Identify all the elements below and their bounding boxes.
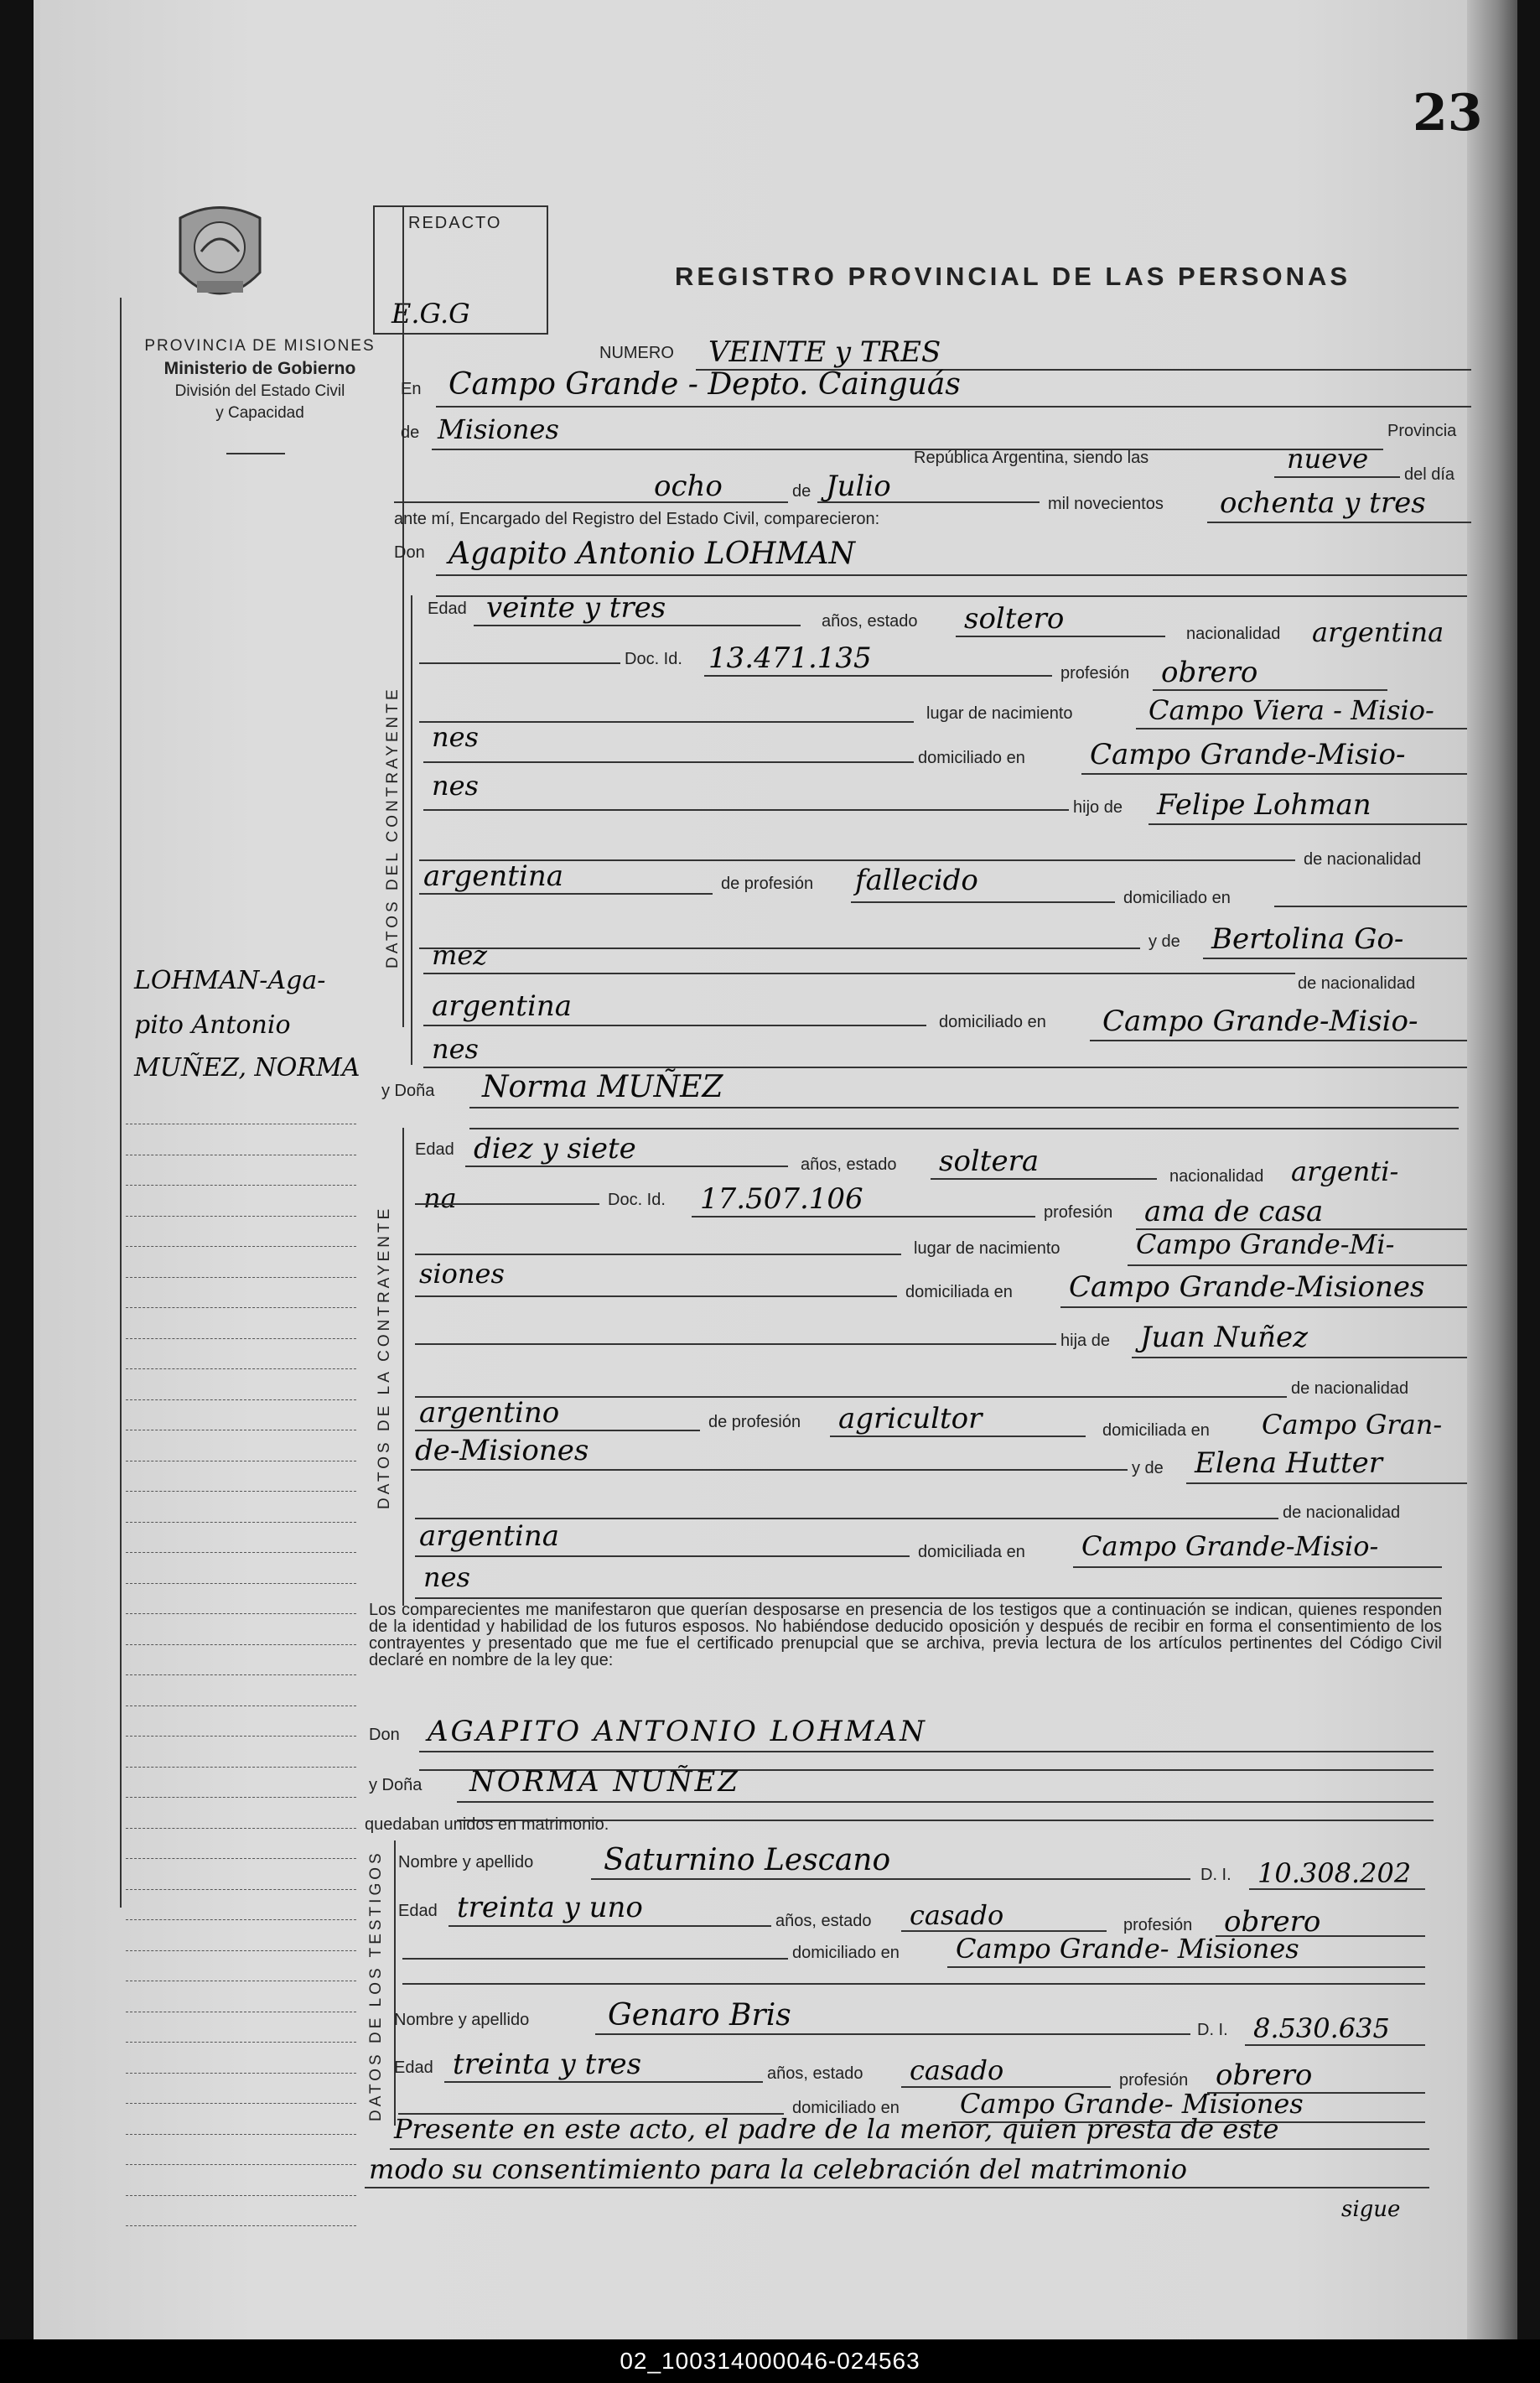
- f-profesion-label: profesión: [1044, 1203, 1113, 1222]
- rule: [469, 1107, 1459, 1108]
- margin-ruled-line: [126, 1613, 356, 1614]
- t2-estado-value: casado: [910, 2054, 1004, 2086]
- nota-line-1: Presente en este acto, el padre de la menor, quien presta de este: [394, 2113, 1279, 2145]
- nacionalidad-value: argentina: [1312, 616, 1444, 648]
- f-padre-prof-value: agricultor: [838, 1402, 983, 1436]
- rule: [415, 1295, 897, 1297]
- margin-ruled-line: [126, 1767, 356, 1768]
- t1-anos-estado-label: años, estado: [775, 1912, 872, 1930]
- t1-nombre-label: Nombre y apellido: [398, 1853, 534, 1872]
- rule: [415, 1555, 910, 1557]
- rule: [1090, 1040, 1467, 1041]
- margin-note-line-3: MUÑEZ, NORMA: [134, 1053, 360, 1082]
- dia-value: ocho: [654, 470, 723, 503]
- f-nacionalidad-label: nacionalidad: [1169, 1167, 1264, 1186]
- t2-dom-value: Campo Grande- Misiones: [960, 2088, 1304, 2120]
- rule: [423, 1025, 926, 1026]
- t2-domiciliado-label: domiciliado en: [792, 2099, 900, 2117]
- f-nac-value-2: na: [423, 1182, 457, 1214]
- rule: [1245, 2044, 1425, 2046]
- t1-estado-value: casado: [910, 1899, 1004, 1931]
- margin-ruled-line: [126, 2225, 356, 2226]
- rule: [436, 406, 1471, 408]
- margin-ruled-line: [126, 1307, 356, 1308]
- margin-note-line-1: LOHMAN-Aga-: [134, 966, 326, 995]
- t2-nombre-value: Genaro Bris: [608, 1998, 791, 2033]
- rule: [1149, 823, 1467, 825]
- domicilio-value-1: Campo Grande-Misio-: [1090, 738, 1406, 771]
- t1-dom-value: Campo Grande- Misiones: [956, 1933, 1299, 1965]
- lugar-nac-value-2: nes: [432, 721, 479, 753]
- f-y-de-label: y de: [1132, 1459, 1164, 1477]
- margin-ruled-line: [126, 1797, 356, 1798]
- f-lugar-value-1: Campo Grande-Mi-: [1136, 1228, 1395, 1260]
- rule: [704, 675, 1052, 677]
- margin-ruled-line: [126, 1889, 356, 1890]
- margin-ruled-line: [126, 1552, 356, 1553]
- f-doc-value: 17.507.106: [700, 1182, 863, 1216]
- provincia-label: Provincia: [1387, 422, 1457, 440]
- f-de-nacionalidad-label-1: de nacionalidad: [1291, 1379, 1409, 1398]
- rule: [1249, 1888, 1425, 1890]
- f-madre-nac-value: argentina: [419, 1519, 560, 1553]
- dona-value: Norma MUÑEZ: [482, 1070, 723, 1104]
- mil-novecientos-label: mil novecientos: [1048, 495, 1164, 513]
- rule: [851, 901, 1115, 903]
- del-dia-label: del día: [1404, 465, 1455, 484]
- rule: [1274, 906, 1467, 907]
- t2-edad-label: Edad: [394, 2059, 433, 2077]
- rule: [449, 1925, 771, 1927]
- datos-contrayente-label: DATOS DEL CONTRAYENTE: [384, 686, 402, 968]
- domiciliado-label-2: domiciliado en: [1123, 889, 1231, 907]
- de-nacionalidad-label-1: de nacionalidad: [1304, 850, 1422, 869]
- t2-di-label: D. I.: [1197, 2021, 1228, 2039]
- nacionalidad-label: nacionalidad: [1186, 625, 1281, 643]
- f-edad-label: Edad: [415, 1140, 454, 1159]
- rule: [411, 1469, 1128, 1471]
- sigue-note: sigue: [1341, 2197, 1401, 2222]
- rule: [423, 1067, 1467, 1068]
- rule: [444, 2081, 763, 2083]
- decl-dona-label: y Doña: [369, 1776, 423, 1794]
- rule: [415, 1343, 1056, 1345]
- madre-dom-value-1: Campo Grande-Misio-: [1102, 1005, 1418, 1038]
- rule: [817, 501, 1040, 503]
- lugar-nac-value-1: Campo Viera - Misio-: [1149, 694, 1434, 726]
- mes-value: Julio: [826, 470, 891, 503]
- rule: [390, 2148, 1429, 2150]
- profesion-label: profesión: [1060, 664, 1130, 683]
- de-label: de: [401, 423, 420, 442]
- t1-di-value: 10.308.202: [1257, 1857, 1412, 1889]
- hija-de-label: hija de: [1060, 1332, 1110, 1350]
- rule: [469, 1128, 1459, 1129]
- margin-ruled-line: [126, 2073, 356, 2074]
- de-nacionalidad-label-2: de nacionalidad: [1298, 974, 1416, 993]
- f-doc-label: Doc. Id.: [608, 1191, 666, 1209]
- margin-ruled-line: [126, 1368, 356, 1369]
- margin-ruled-line: [126, 2195, 356, 2196]
- domiciliado-label: domiciliado en: [918, 749, 1025, 767]
- rule: [411, 595, 412, 1065]
- rule: [1136, 728, 1467, 729]
- don-value: Agapito Antonio LOHMAN: [449, 537, 855, 571]
- rule: [465, 1166, 788, 1167]
- t2-nombre-label: Nombre y apellido: [394, 2011, 530, 2029]
- rule: [436, 574, 1467, 576]
- rule: [1203, 958, 1467, 959]
- madre-nac-value: argentina: [432, 989, 573, 1023]
- de-mes-label: de: [792, 482, 811, 501]
- capacity-label: y Capacidad: [215, 404, 304, 422]
- t2-prof-value: obrero: [1216, 2059, 1313, 2092]
- provincial-crest-icon: [172, 201, 268, 314]
- rule: [474, 625, 801, 626]
- province-label: PROVINCIA DE MISIONES: [144, 337, 376, 355]
- margin-ruled-line: [126, 1828, 356, 1829]
- t1-nombre-value: Saturnino Lescano: [604, 1843, 891, 1877]
- rule: [423, 809, 1069, 811]
- rule: [415, 1430, 700, 1431]
- rule: [415, 1203, 599, 1205]
- f-edad-value: diez y siete: [474, 1132, 636, 1166]
- margin-ruled-line: [126, 2042, 356, 2043]
- f-padre-dom-value-1: Campo Gran-: [1262, 1409, 1443, 1441]
- ministry-label: Ministerio de Gobierno: [163, 359, 356, 378]
- ante-mi-label: ante mí, Encargado del Registro del Estado Civil, comparecieron:: [394, 510, 880, 528]
- f-lugar-nac-label: lugar de nacimiento: [914, 1239, 1060, 1258]
- f-lugar-value-2: siones: [419, 1258, 505, 1290]
- t1-profesion-label: profesión: [1123, 1916, 1193, 1934]
- f-madre-dom-value-2: nes: [423, 1561, 470, 1593]
- margin-ruled-line: [126, 1246, 356, 1247]
- rule: [956, 636, 1165, 637]
- hijo-de-label: hijo de: [1073, 798, 1123, 817]
- rule: [415, 1597, 1442, 1599]
- margin-ruled-line: [126, 1522, 356, 1523]
- page-number: 23: [1413, 84, 1483, 143]
- don-label: Don: [394, 543, 425, 562]
- rule: [830, 1436, 1086, 1437]
- f-domiciliada-label-2: domiciliada en: [1102, 1421, 1210, 1440]
- t2-edad-value: treinta y tres: [453, 2048, 642, 2081]
- decl-dona-value: NORMA NUÑEZ: [469, 1765, 740, 1799]
- f-padre-value: Juan Nuñez: [1140, 1321, 1309, 1354]
- f-madre-value: Elena Hutter: [1195, 1446, 1383, 1480]
- t1-domiciliado-label: domiciliado en: [792, 1944, 900, 1962]
- margin-ruled-line: [126, 2134, 356, 2135]
- numero-value: VEINTE y TRES: [708, 335, 941, 369]
- redacto-label: REDACTO: [408, 214, 502, 232]
- rule: [1274, 476, 1400, 478]
- doc-value: 13.471.135: [708, 641, 872, 675]
- rule: [423, 761, 914, 763]
- t2-di-value: 8.530.635: [1253, 2012, 1390, 2044]
- doc-id-label: Doc. Id.: [625, 650, 682, 668]
- domicilio-value-2: nes: [432, 770, 479, 802]
- margin-ruled-line: [126, 1919, 356, 1920]
- margin-ruled-line: [126, 1277, 356, 1278]
- rule: [591, 1878, 1190, 1880]
- rule: [419, 893, 713, 895]
- margin-ruled-line: [126, 1216, 356, 1217]
- padre-nac-value: argentina: [423, 859, 564, 893]
- provincia-value: Misiones: [438, 413, 559, 445]
- rule: [419, 947, 1140, 949]
- f-domiciliada-label: domiciliada en: [905, 1283, 1013, 1301]
- profesion-value: obrero: [1161, 656, 1258, 689]
- rule: [1207, 522, 1471, 523]
- rule: [423, 973, 1295, 974]
- form-rule: [402, 205, 404, 1027]
- f-anos-estado-label: años, estado: [801, 1155, 897, 1174]
- rule: [457, 1801, 1434, 1803]
- datos-contrayente-f-label: DATOS DE LA CONTRAYENTE: [376, 1205, 393, 1509]
- madre-dom-value-2: nes: [432, 1033, 479, 1065]
- margin-ruled-line: [126, 1491, 356, 1492]
- rule: [419, 1751, 1434, 1752]
- datos-testigos-label: DATOS DE LOS TESTIGOS: [367, 1850, 385, 2121]
- f-estado-value: soltera: [939, 1145, 1040, 1178]
- en-label: En: [401, 380, 422, 398]
- padre-prof-value: fallecido: [855, 864, 978, 897]
- estado-value: soltero: [964, 602, 1065, 636]
- rule: [1186, 1482, 1467, 1484]
- rule: [402, 1958, 788, 1960]
- redacto-box: [373, 205, 548, 335]
- rule: [1081, 773, 1467, 775]
- f-padre-nac-value: argentino: [419, 1396, 560, 1430]
- de-profesion-label-1: de profesión: [721, 875, 814, 893]
- madre-value-2: mez: [432, 939, 488, 971]
- decl-don-value: AGAPITO ANTONIO LOHMAN: [428, 1715, 927, 1748]
- rule: [419, 662, 620, 664]
- declaration-paragraph: Los comparecientes me manifestaron que querían desposarse en presencia de los testigos que a continuación se indican, quienes responden de la identidad y habilidad de los futuros esposos. No habiéndose deducido oposición y después de recibir en forma el consentimiento de los contrayentes y presentado que me fue el certificado prenupcial que se archiva, previa lectura de los artículos pertinentes del Código Civil declaré en nombre de la ley que:: [369, 1601, 1442, 1669]
- lugar-value: Campo Grande - Depto. Cainguás: [449, 367, 961, 402]
- rule: [901, 1930, 1107, 1932]
- f-padre-dom-value-2: de-Misiones: [415, 1434, 589, 1467]
- rule: [1073, 1566, 1442, 1568]
- divider: [226, 453, 285, 454]
- f-de-nacionalidad-label-2: de nacionalidad: [1283, 1503, 1401, 1522]
- edad-value: veinte y tres: [486, 591, 666, 625]
- quedaban-label: quedaban unidos en matrimonio.: [365, 1815, 609, 1834]
- f-dom-value: Campo Grande-Misiones: [1069, 1270, 1425, 1304]
- y-de-label-1: y de: [1149, 932, 1180, 951]
- rule: [1128, 1264, 1467, 1266]
- y-dona-label: y Doña: [381, 1082, 435, 1100]
- margin-ruled-line: [126, 1858, 356, 1859]
- f-de-profesion-label: de profesión: [708, 1413, 801, 1431]
- margin-rule: [120, 298, 122, 1908]
- rule: [402, 1983, 1425, 1985]
- rule: [595, 2033, 1190, 2035]
- margin-note-line-2: pito Antonio: [134, 1010, 291, 1040]
- margin-ruled-line: [126, 1338, 356, 1339]
- rule: [365, 2187, 1429, 2188]
- f-madre-dom-value-1: Campo Grande-Misio-: [1081, 1530, 1379, 1562]
- nota-line-2: modo su consentimiento para la celebración del matrimonio: [369, 2153, 1188, 2185]
- margin-ruled-line: [126, 1399, 356, 1400]
- margin-ruled-line: [126, 2103, 356, 2104]
- rule: [1153, 689, 1387, 691]
- rule: [415, 1254, 901, 1255]
- t1-prof-value: obrero: [1224, 1905, 1321, 1939]
- margin-ruled-line: [126, 1185, 356, 1186]
- margin-ruled-line: [126, 2164, 356, 2165]
- domiciliado-label-3: domiciliado en: [939, 1013, 1046, 1031]
- rule: [931, 1178, 1157, 1180]
- rule: [1060, 1306, 1467, 1308]
- decl-don-label: Don: [369, 1726, 400, 1744]
- lugar-nac-label: lugar de nacimiento: [926, 704, 1073, 723]
- rule: [1132, 1357, 1467, 1358]
- madre-value-1: Bertolina Go-: [1211, 922, 1404, 956]
- t1-edad-label: Edad: [398, 1902, 438, 1920]
- margin-ruled-line: [126, 1705, 356, 1706]
- rule: [402, 1128, 404, 1606]
- t1-di-label: D. I.: [1200, 1866, 1231, 1884]
- book-spine: [1467, 0, 1517, 2339]
- redacto-initials: E.G.G: [391, 298, 470, 330]
- anos-estado-label: años, estado: [822, 612, 918, 631]
- rule: [419, 721, 914, 723]
- scan-footer-id: 02_100314000046-024563: [0, 2339, 1540, 2383]
- rule: [394, 1840, 396, 2126]
- rule: [432, 449, 1383, 450]
- hora-value: nueve: [1287, 443, 1369, 475]
- republica-label: República Argentina, siendo las: [914, 449, 1149, 467]
- rule: [394, 501, 788, 503]
- edad-label: Edad: [428, 600, 467, 618]
- f-nac-value-1: argenti-: [1291, 1155, 1399, 1187]
- numero-label: NUMERO: [599, 344, 674, 362]
- margin-ruled-line: [126, 1950, 356, 1951]
- rule: [947, 1966, 1425, 1968]
- rule: [692, 1216, 1035, 1217]
- division-label: División del Estado Civil: [174, 382, 345, 400]
- document-title: REGISTRO PROVINCIAL DE LAS PERSONAS: [675, 262, 1351, 291]
- t2-anos-estado-label: años, estado: [767, 2064, 863, 2083]
- f-domiciliada-label-3: domiciliada en: [918, 1543, 1025, 1561]
- margin-ruled-line: [126, 1736, 356, 1737]
- margin-ruled-line: [126, 1674, 356, 1675]
- f-prof-value: ama de casa: [1144, 1195, 1324, 1228]
- margin-ruled-line: [126, 1644, 356, 1645]
- anio-value: ochenta y tres: [1220, 486, 1426, 520]
- margin-ruled-line: [126, 1583, 356, 1584]
- t2-profesion-label: profesión: [1119, 2071, 1189, 2090]
- padre-value: Felipe Lohman: [1157, 788, 1371, 822]
- t1-edad-value: treinta y uno: [457, 1891, 643, 1924]
